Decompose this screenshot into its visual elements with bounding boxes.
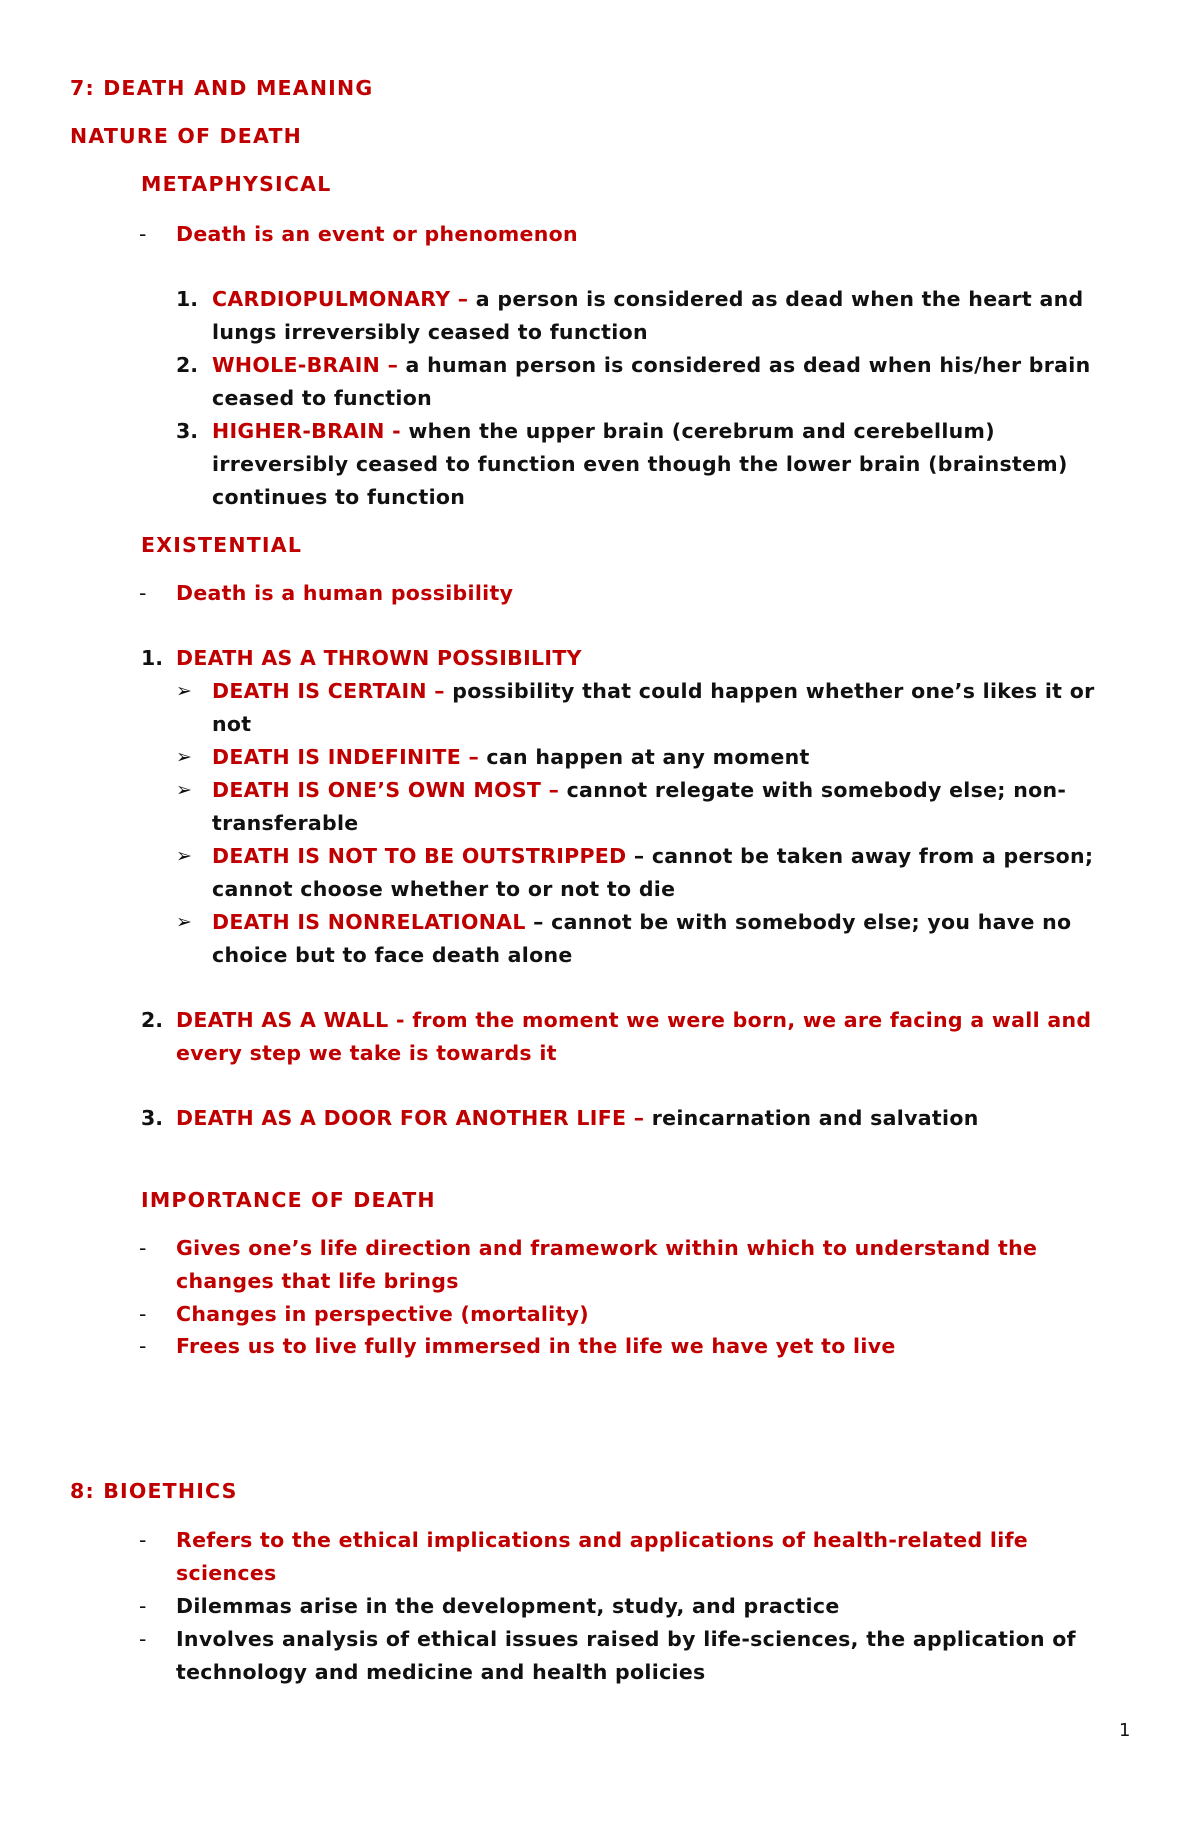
item-term: HIGHER-BRAIN - — [212, 419, 401, 443]
door-term: DEATH AS A DOOR FOR ANOTHER LIFE – — [176, 1106, 645, 1130]
point-term: DEATH IS NONRELATIONAL — [212, 910, 526, 934]
point-term: DEATH IS ONE’S OWN MOST – — [212, 778, 560, 802]
bioethics-item: Dilemmas arise in the development, study, and practice — [176, 1594, 840, 1618]
importance-heading: IMPORTANCE OF DEATH — [141, 1188, 436, 1212]
point-text-cont: cannot choose whether to or not to die — [212, 877, 676, 901]
death-own-most-point — [212, 780, 1066, 801]
death-nonrelational-point — [212, 912, 1071, 933]
point-term: DEATH IS CERTAIN – — [212, 679, 445, 703]
item-text: when the upper brain (cerebrum and cerebellum) — [400, 419, 995, 443]
list-number: 1. — [176, 287, 199, 311]
item-text-cont: irreversibly ceased to function even though the lower brain (brainstem) — [212, 452, 1068, 476]
importance-item-cont: changes that life brings — [176, 1269, 459, 1293]
point-text: – cannot be taken away from a person; — [626, 844, 1094, 868]
bioethics-item: Refers to the ethical implications and applications of health-related life — [176, 1528, 1028, 1552]
item-text-cont: continues to function — [212, 485, 466, 509]
higher-brain-item — [212, 421, 995, 442]
item-term: WHOLE-BRAIN – — [212, 353, 399, 377]
metaphysical-heading: METAPHYSICAL — [141, 172, 332, 196]
arrow-bullet-icon: ➢ — [176, 779, 192, 801]
list-number: 2. — [141, 1008, 164, 1032]
importance-item: Frees us to live fully immersed in the life we have yet to live — [176, 1334, 896, 1358]
bioethics-item-cont: technology and medicine and health policies — [176, 1660, 706, 1684]
importance-item: Gives one’s life direction and framework within which to understand the — [176, 1236, 1038, 1260]
list-number: 3. — [176, 419, 199, 443]
point-text-cont: transferable — [212, 811, 359, 835]
point-term: DEATH IS NOT TO BE OUTSTRIPPED — [212, 844, 627, 868]
arrow-bullet-icon: ➢ — [176, 911, 192, 933]
nature-of-death-heading: NATURE OF DEATH — [70, 124, 302, 148]
door-text: reincarnation and salvation — [644, 1106, 979, 1130]
chapter-8-heading: 8: BIOETHICS — [70, 1479, 238, 1503]
item-text: a human person is considered as dead when his/her brain — [398, 353, 1091, 377]
death-as-wall: DEATH AS A WALL - from the moment we were born, we are facing a wall and — [176, 1008, 1092, 1032]
metaphysical-bullet: Death is an event or phenomenon — [176, 222, 578, 246]
whole-brain-item — [212, 355, 1091, 376]
dash-marker: - — [139, 222, 147, 246]
importance-item: Changes in perspective (mortality) — [176, 1302, 589, 1326]
bioethics-item: Involves analysis of ethical issues raised by life-sciences, the application of — [176, 1627, 1076, 1651]
item-text-cont: lungs irreversibly ceased to function — [212, 320, 648, 344]
death-indefinite-point — [212, 747, 810, 768]
death-as-wall-cont: every step we take is towards it — [176, 1041, 557, 1065]
thrown-possibility-title: DEATH AS A THROWN POSSIBILITY — [176, 646, 582, 670]
dash-marker: - — [139, 1528, 147, 1552]
arrow-bullet-icon: ➢ — [176, 680, 192, 702]
death-certain-point — [212, 681, 1095, 702]
item-text: a person is considered as dead when the heart and — [468, 287, 1084, 311]
list-number: 2. — [176, 353, 199, 377]
point-text-cont: not — [212, 712, 252, 736]
list-number: 3. — [141, 1106, 164, 1130]
point-text: can happen at any moment — [479, 745, 810, 769]
existential-bullet: Death is a human possibility — [176, 581, 514, 605]
point-text: possibility that could happen whether one’s likes it or — [444, 679, 1095, 703]
point-text: – cannot be with somebody else; you have no — [525, 910, 1072, 934]
existential-heading: EXISTENTIAL — [141, 533, 303, 557]
arrow-bullet-icon: ➢ — [176, 845, 192, 867]
dash-marker: - — [139, 1236, 147, 1260]
item-text-cont: ceased to function — [212, 386, 432, 410]
dash-marker: - — [139, 1594, 147, 1618]
list-number: 1. — [141, 646, 164, 670]
bioethics-item-cont: sciences — [176, 1561, 277, 1585]
dash-marker: - — [139, 581, 147, 605]
dash-marker: - — [139, 1334, 147, 1358]
item-term: CARDIOPULMONARY – — [212, 287, 469, 311]
dash-marker: - — [139, 1302, 147, 1326]
point-text-cont: choice but to face death alone — [212, 943, 573, 967]
cardiopulmonary-item — [212, 289, 1083, 310]
page-number: 1 — [1119, 1720, 1131, 1741]
point-term: DEATH IS INDEFINITE – — [212, 745, 479, 769]
chapter-7-heading: 7: DEATH AND MEANING — [70, 76, 374, 100]
death-as-door — [176, 1108, 979, 1129]
arrow-bullet-icon: ➢ — [176, 746, 192, 768]
point-text: cannot relegate with somebody else; non- — [559, 778, 1067, 802]
dash-marker: - — [139, 1627, 147, 1651]
death-not-outstripped-point — [212, 846, 1093, 867]
